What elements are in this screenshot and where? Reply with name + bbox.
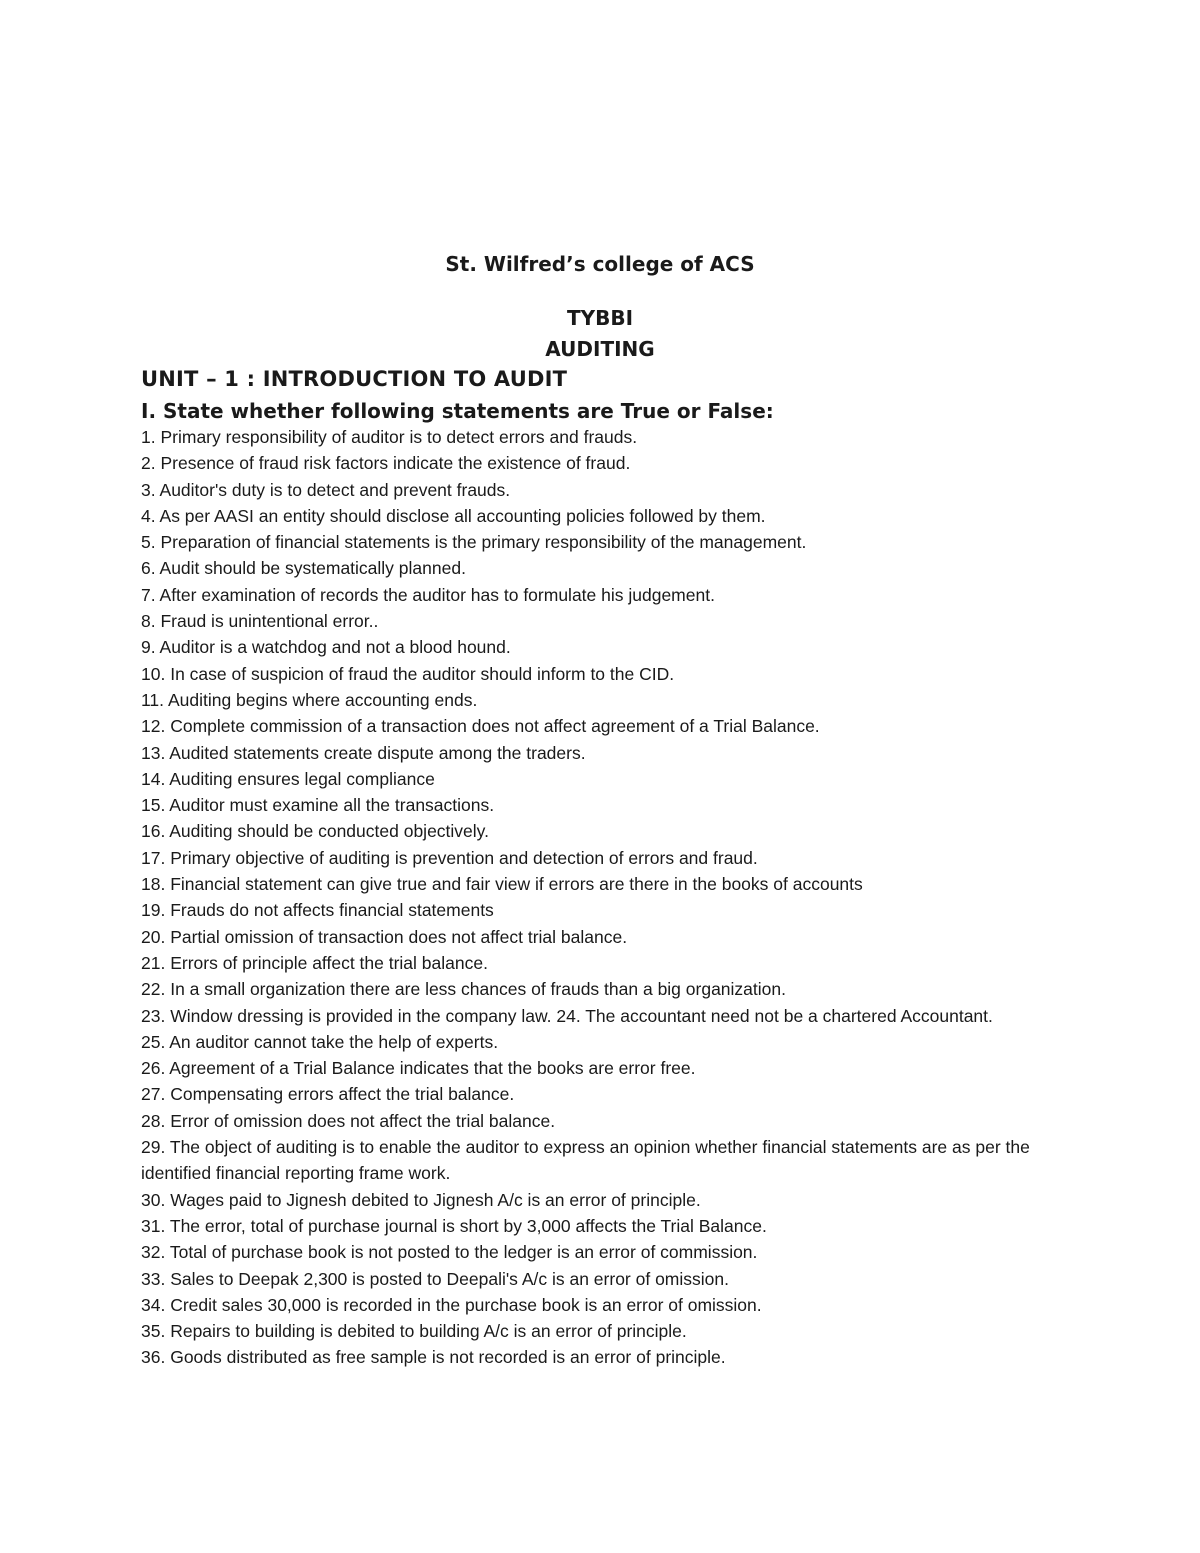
question-item: [141, 845, 1041, 871]
question-item: [141, 976, 1041, 1002]
question-text: As per AASI an entity should disclose all accounting policies followed by them.: [159, 505, 766, 526]
question-number: 28.: [141, 1110, 166, 1131]
question-item: [141, 477, 1041, 503]
question-text: Preparation of financial statements is the primary responsibility of the management.: [160, 532, 807, 553]
question-item: [141, 1187, 1041, 1213]
question-number: 10.: [141, 663, 166, 684]
college-name: St. Wilfred’s college of ACS: [445, 252, 755, 276]
question-number: 21.: [141, 952, 166, 973]
question-item: [141, 634, 1041, 660]
question-text: In a small organization there are less chances of frauds than a big organization.: [170, 979, 786, 1000]
question-text: Window dressing is provided in the company law. 24. The accountant need not be a chartered Accountant.: [170, 1005, 993, 1026]
question-number: 6.: [141, 558, 156, 579]
question-text: Auditing begins where accounting ends.: [167, 689, 478, 710]
question-number: 30.: [141, 1189, 166, 1210]
question-number: 25.: [141, 1031, 166, 1052]
question-text: After examination of records the auditor has to formulate his judgement.: [159, 584, 715, 605]
question-item: [141, 1081, 1041, 1107]
question-item: [141, 1239, 1041, 1265]
question-item: [141, 1213, 1041, 1239]
question-number: 31.: [141, 1215, 166, 1236]
question-item: [141, 713, 1041, 739]
question-number: 19.: [141, 900, 166, 921]
question-item: [141, 582, 1041, 608]
question-item: [141, 1344, 1041, 1370]
question-item: [141, 503, 1041, 529]
question-text: Auditing should be conducted objectively.: [169, 821, 489, 842]
question-text: Auditor is a watchdog and not a blood hound.: [159, 637, 511, 658]
question-number: 9.: [141, 637, 156, 658]
question-item: [141, 529, 1041, 555]
question-text: Error of omission does not affect the trial balance.: [170, 1110, 556, 1131]
question-item: [141, 740, 1041, 766]
question-text: Wages paid to Jignesh debited to Jignesh A/c is an error of principle.: [170, 1189, 701, 1210]
question-item: [141, 608, 1041, 634]
question-item: [141, 1292, 1041, 1318]
question-item: [141, 924, 1041, 950]
question-number: 4.: [141, 505, 156, 526]
question-text: Audited statements create dispute among the traders.: [169, 742, 586, 763]
question-text: Complete commission of a transaction does not affect agreement of a Trial Balance.: [170, 716, 820, 737]
question-text: Fraud is unintentional error..: [160, 611, 379, 632]
question-text: Primary responsibility of auditor is to detect errors and frauds.: [160, 427, 638, 447]
question-text: Auditor must examine all the transactions.: [169, 795, 495, 816]
question-text: Goods distributed as free sample is not recorded is an error of principle.: [170, 1347, 726, 1368]
unit-title: UNIT – 1 : INTRODUCTION TO AUDIT: [141, 367, 568, 391]
question-number: 36.: [141, 1347, 166, 1368]
question-item: [141, 766, 1041, 792]
question-text: In case of suspicion of fraud the auditor should inform to the CID.: [170, 663, 675, 684]
question-number: 34.: [141, 1294, 166, 1315]
question-text: Auditor's duty is to detect and prevent frauds.: [159, 479, 511, 500]
question-item: [141, 950, 1041, 976]
question-item: [141, 1318, 1041, 1344]
question-text: The object of auditing is to enable the auditor to express an opinion whether financial statements are as per the identified financial reporting frame work.: [141, 1137, 1030, 1184]
question-item: [141, 424, 1041, 450]
question-text: Financial statement can give true and fair view if errors are there in the books of accounts: [170, 874, 863, 895]
question-text: Repairs to building is debited to building A/c is an error of principle.: [170, 1321, 687, 1342]
question-number: 33.: [141, 1268, 166, 1289]
question-text: Audit should be systematically planned.: [159, 558, 466, 579]
question-number: 13.: [141, 742, 166, 763]
question-text: The error, total of purchase journal is short by 3,000 affects the Trial Balance.: [169, 1215, 767, 1236]
question-item: [141, 1055, 1041, 1081]
question-text: Compensating errors affect the trial balance.: [170, 1084, 515, 1105]
question-number: 8.: [141, 611, 156, 632]
question-item: [141, 1266, 1041, 1292]
question-text: Frauds do not affects financial statements: [170, 900, 494, 921]
question-item: [141, 792, 1041, 818]
question-text: Auditing ensures legal compliance: [169, 768, 435, 789]
question-item: [141, 687, 1041, 713]
question-item: [141, 871, 1041, 897]
question-text: Total of purchase book is not posted to the ledger is an error of commission.: [169, 1242, 758, 1263]
question-number: 14.: [141, 768, 166, 789]
question-number: 11.: [141, 689, 165, 710]
question-item: [141, 450, 1041, 476]
question-item: [141, 1134, 1041, 1187]
question-number: 1.: [141, 427, 156, 447]
question-text: Partial omission of transaction does not affect trial balance.: [170, 926, 628, 947]
question-number: 7.: [141, 584, 156, 605]
question-item: [141, 818, 1041, 844]
subject-name: AUDITING: [545, 337, 655, 361]
question-number: 22.: [141, 979, 166, 1000]
question-number: 3.: [141, 479, 156, 500]
question-item: [141, 1108, 1041, 1134]
question-text: Presence of fraud risk factors indicate the existence of fraud.: [160, 453, 631, 474]
question-number: 5.: [141, 532, 156, 553]
question-text: Primary objective of auditing is prevention and detection of errors and fraud.: [170, 847, 758, 868]
question-text: Errors of principle affect the trial balance.: [170, 952, 488, 973]
question-number: 35.: [141, 1321, 166, 1342]
question-number: 16.: [141, 821, 166, 842]
question-number: 20.: [141, 926, 166, 947]
question-number: 15.: [141, 795, 166, 816]
question-text: Credit sales 30,000 is recorded in the purchase book is an error of omission.: [170, 1294, 762, 1315]
question-item: [141, 897, 1041, 923]
question-text: An auditor cannot take the help of experts.: [169, 1031, 499, 1052]
question-number: 17.: [141, 847, 166, 868]
course-name: TYBBI: [566, 306, 634, 330]
question-number: 2.: [141, 453, 156, 474]
question-number: 23.: [141, 1005, 166, 1026]
question-number: 27.: [141, 1084, 166, 1105]
question-text: Agreement of a Trial Balance indicates that the books are error free.: [169, 1058, 696, 1079]
question-text: Sales to Deepak 2,300 is posted to Deepali's A/c is an error of omission.: [170, 1268, 729, 1289]
question-number: 12.: [141, 716, 166, 737]
question-item: [141, 1029, 1041, 1055]
question-number: 29.: [141, 1137, 166, 1158]
question-item: [141, 1003, 1041, 1029]
question-number: 26.: [141, 1058, 166, 1079]
question-number: 18.: [141, 874, 166, 895]
question-item: [141, 555, 1041, 581]
section-title: I. State whether following statements are True or False:: [141, 399, 774, 423]
question-list: [141, 424, 1041, 1371]
question-number: 32.: [141, 1242, 166, 1263]
question-item: [141, 661, 1041, 687]
